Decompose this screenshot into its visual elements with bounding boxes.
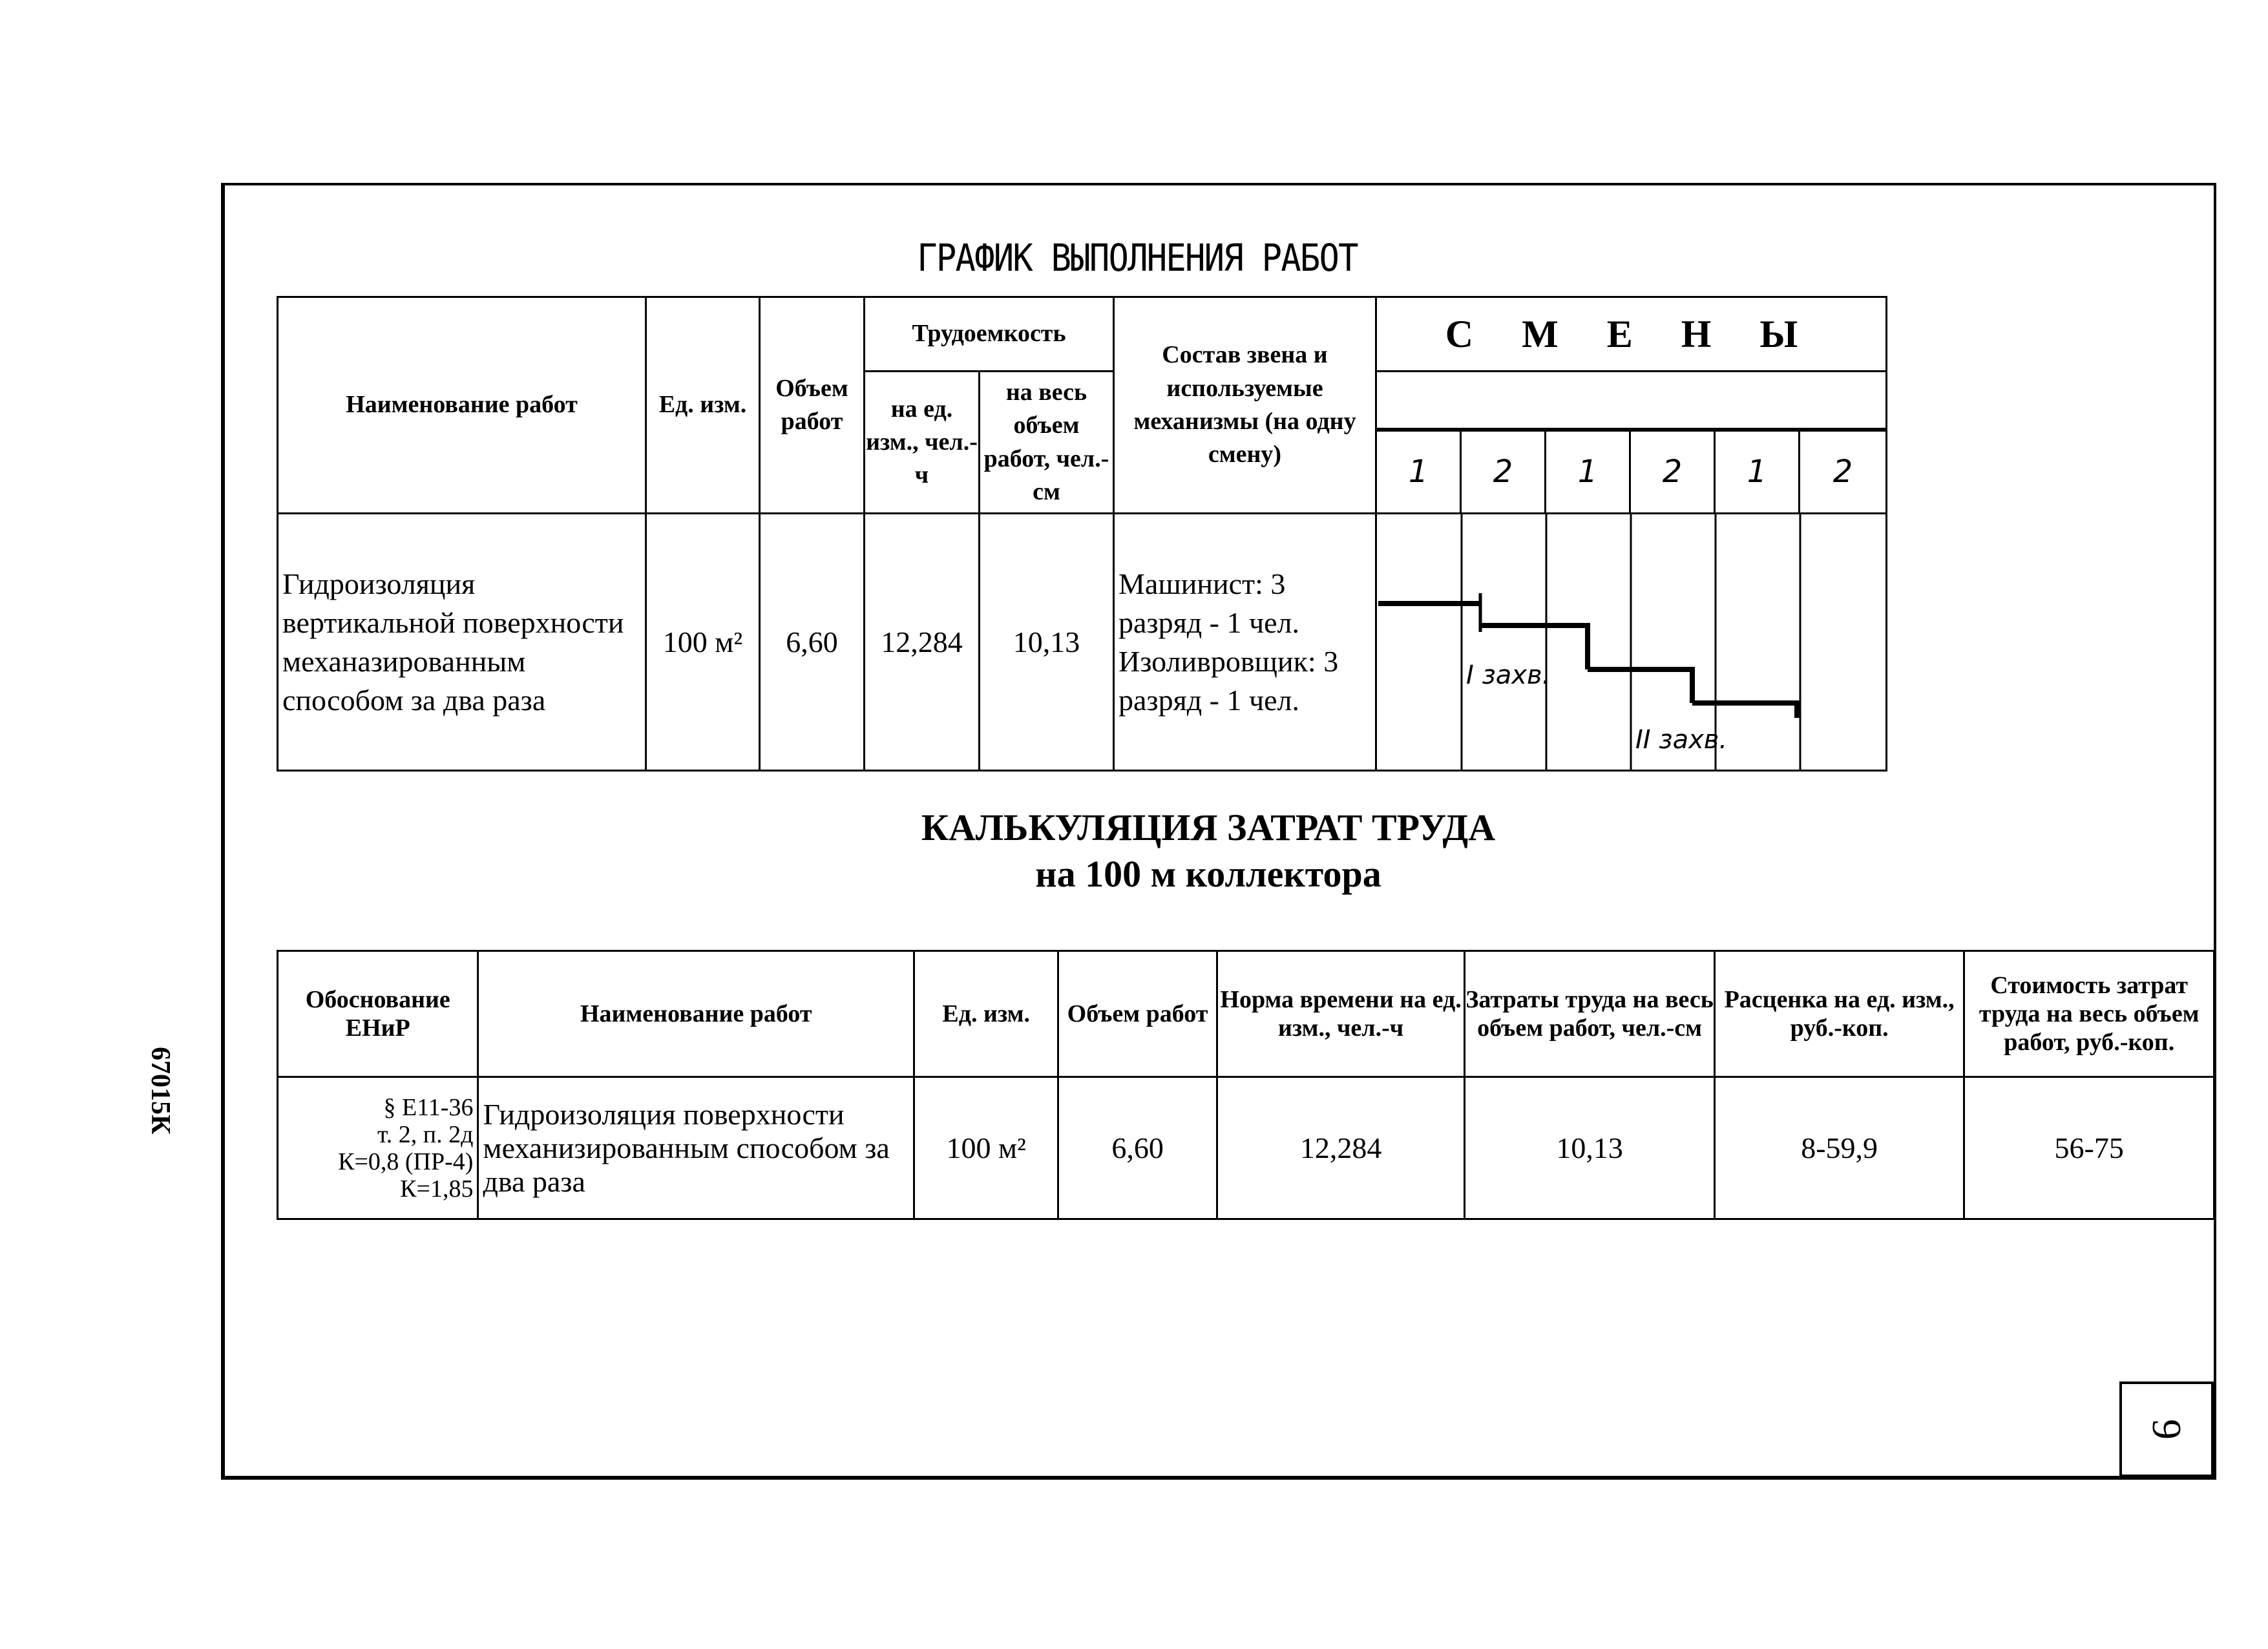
shift-number: 1 <box>1715 430 1800 514</box>
calculation-title <box>646 804 1770 898</box>
gantt-svg <box>1377 514 1885 770</box>
gantt-bar-4 <box>1692 703 1797 718</box>
shift-number: 1 <box>1546 430 1630 514</box>
header-labor-per-unit: на ед. изм., чел.-ч <box>865 372 980 514</box>
calc-row-time-norm: 12,284 <box>1217 1077 1465 1219</box>
row-work-name: Гидроизоляция вертикальной поверхности механазированным способом за два раза <box>278 514 646 771</box>
calc-header-work-name: Наименование работ <box>478 951 914 1077</box>
shift-number: 1 <box>1376 430 1461 514</box>
gantt-bar-3 <box>1588 669 1692 703</box>
calc-row-volume: 6,60 <box>1058 1077 1217 1219</box>
basis-line: § Е11-36 <box>383 1093 474 1121</box>
row-volume: 6,60 <box>760 514 865 771</box>
header-volume: Объем работ <box>760 297 865 514</box>
gantt-label-1: I захв. <box>1466 660 1551 690</box>
row-labor-total: 10,13 <box>980 514 1114 771</box>
calc-row-cost: 56-75 <box>1964 1077 2214 1219</box>
basis-line: К=1,85 <box>400 1175 474 1203</box>
header-work-name: Наименование работ <box>278 297 646 514</box>
calc-header-rate: Расценка на ед. изм., руб.-коп. <box>1714 951 1964 1077</box>
calc-header-cost: Стоимость затрат труда на весь объем работ, руб.-коп. <box>1964 951 2214 1077</box>
calc-header-time-norm: Норма времени на ед. изм., чел.-ч <box>1217 951 1465 1077</box>
calc-row-unit: 100 м² <box>914 1077 1058 1219</box>
shift-number: 2 <box>1630 430 1715 514</box>
calc-header-volume: Объем работ <box>1058 951 1217 1077</box>
header-shifts: С М Е Н Ы <box>1376 297 1887 372</box>
document-code: 67015К <box>145 1047 175 1135</box>
header-labor: Трудоемкость <box>865 297 1114 372</box>
calc-row-basis <box>278 1077 478 1219</box>
schedule-title: ГРАФИК ВЫПОЛНЕНИЯ РАБОТ <box>917 236 1358 280</box>
header-crew: Состав звена и используемые механизмы (на одну смену) <box>1114 297 1376 514</box>
calc-row-work-name: Гидроизоляция поверхности механизированным способом за два раза <box>478 1077 914 1219</box>
calculation-table <box>277 950 2215 1220</box>
shift-number: 2 <box>1800 430 1887 514</box>
calc-row-rate: 8-59,9 <box>1714 1077 1964 1219</box>
schedule-table <box>277 296 1887 772</box>
basis-line: К=0,8 (ПР-4) <box>338 1148 474 1175</box>
calc-header-basis: Обоснование ЕНиР <box>278 951 478 1077</box>
calculation-subtitle: на 100 м коллектора <box>1035 853 1381 895</box>
calc-row-labor-total: 10,13 <box>1465 1077 1715 1219</box>
header-unit: Ед. изм. <box>646 297 760 514</box>
header-labor-total: на весь объем работ, чел.-см <box>980 372 1114 514</box>
row-crew: Машинист: 3 разряд - 1 чел. Изоливровщик: 3 разряд - 1 чел. <box>1114 514 1376 771</box>
page-number: 9 <box>2144 1419 2190 1440</box>
row-unit: 100 м² <box>646 514 760 771</box>
shift-number: 2 <box>1461 430 1546 514</box>
gantt-chart <box>1376 514 1887 771</box>
gantt-label-2: II захв. <box>1635 725 1728 755</box>
calculation-heading: КАЛЬКУЛЯЦИЯ ЗАТРАТ ТРУДА <box>921 806 1496 848</box>
calc-header-labor-total: Затраты труда на весь объем работ, чел.-см <box>1465 951 1715 1077</box>
shifts-band <box>1376 372 1887 430</box>
row-labor-per-unit: 12,284 <box>865 514 980 771</box>
page-number-box <box>2119 1381 2214 1477</box>
calc-header-unit: Ед. изм. <box>914 951 1058 1077</box>
basis-line: т. 2, п. 2д <box>377 1120 474 1148</box>
